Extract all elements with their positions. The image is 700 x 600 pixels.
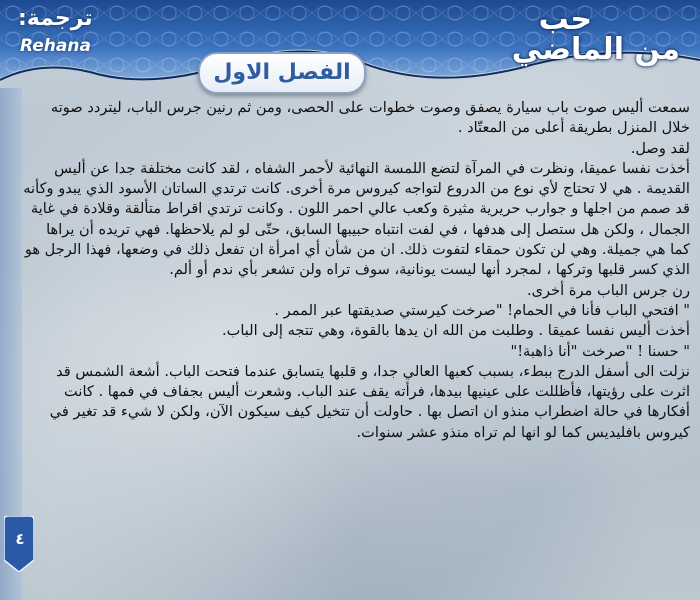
paragraph: " حسنا ! "صرخت "أنا ذاهبة!" <box>510 342 690 360</box>
translator-name: Rehana <box>20 36 91 56</box>
paragraph: أخذت نفسا عميقا، ونظرت في المرآة لتضع اللمسة النهائية لأحمر الشفاه ، لقد كانت مختلفة جدا عن أليس القديمة . هي لا تحتاج لأي نوع من الدروع لتواجه كيروس مرة أخرى. كانت ترتدي الساتان الأسود الذي يبدو وكأنه قد صمم من اجلها و جوارب حريرية مثيرة وكعب عالي احمر اللون . وكانت ترتدي اقراط متألقة وقلادة في غاية الجمال ، ولكن هل ستصل إلى هدفها ، في لفت انتباه حبيبها السابق، حتّى لو لم يلاحظها. فهي تريده أن يراها كما هي جميلة. وهي لن تكون حمقاء لتفوت ذلك. ان من شأن أي امرأة ان تفعل ذلك في وضعها، فهذا الرجل هو الذي كسر قلبها وتركها ، لمجرد أنها ليست يونانية، سوف تراه ولن تشعر بأي ندم أو ألم. <box>23 159 690 279</box>
novel-title-line1: حب <box>538 2 592 37</box>
paragraph: نزلت الى أسفل الدرج ببطء، بسبب كعبها العالي جدا، و قلبها يتسابق عندما فتحت الباب. أشعة الشمس قد اثرت على رؤيتها، فأظللت على عينيها بيدها، فرأته يقف عند الباب. وشعرت أليس بجفاف في فمها . كانت أفكارها في حالة اضطراب منذو ان اتصل بها . حاولت أن تتخيل كيف سيكون الآن، ولكن لا شيء قد تغير في كيروس بافليديس كما لو انها لم تراه منذو عشر سنوات. <box>49 362 690 441</box>
paragraph: رن جرس الباب مرة أخرى. <box>526 281 690 299</box>
chapter-body <box>22 98 690 443</box>
chapter-title: الفصل الاول <box>198 52 366 94</box>
page-number: ٤ <box>15 530 25 548</box>
paragraph: سمعت أليس صوت باب سيارة يصفق وصوت خطوات على الحصى، ومن ثم رنين جرس الباب، ليتردد صوته خلال المنزل بطريقة أعلى من المعتّاد . <box>50 99 690 137</box>
translation-label: ترجمة: <box>18 6 93 31</box>
page-header <box>0 0 700 88</box>
paragraph: لقد وصل. <box>630 139 690 157</box>
novel-title-line2: من الماضي <box>511 32 680 67</box>
paragraph: أخذت أليس نفسا عميقا . وطلبت من الله ان يدها بالقوة، وهي تتجه إلى الباب. <box>221 322 690 340</box>
paragraph: " افتحي الباب فأنا في الحمام! "صرخت كيرستي صديقتها عبر الممر . <box>274 301 690 319</box>
